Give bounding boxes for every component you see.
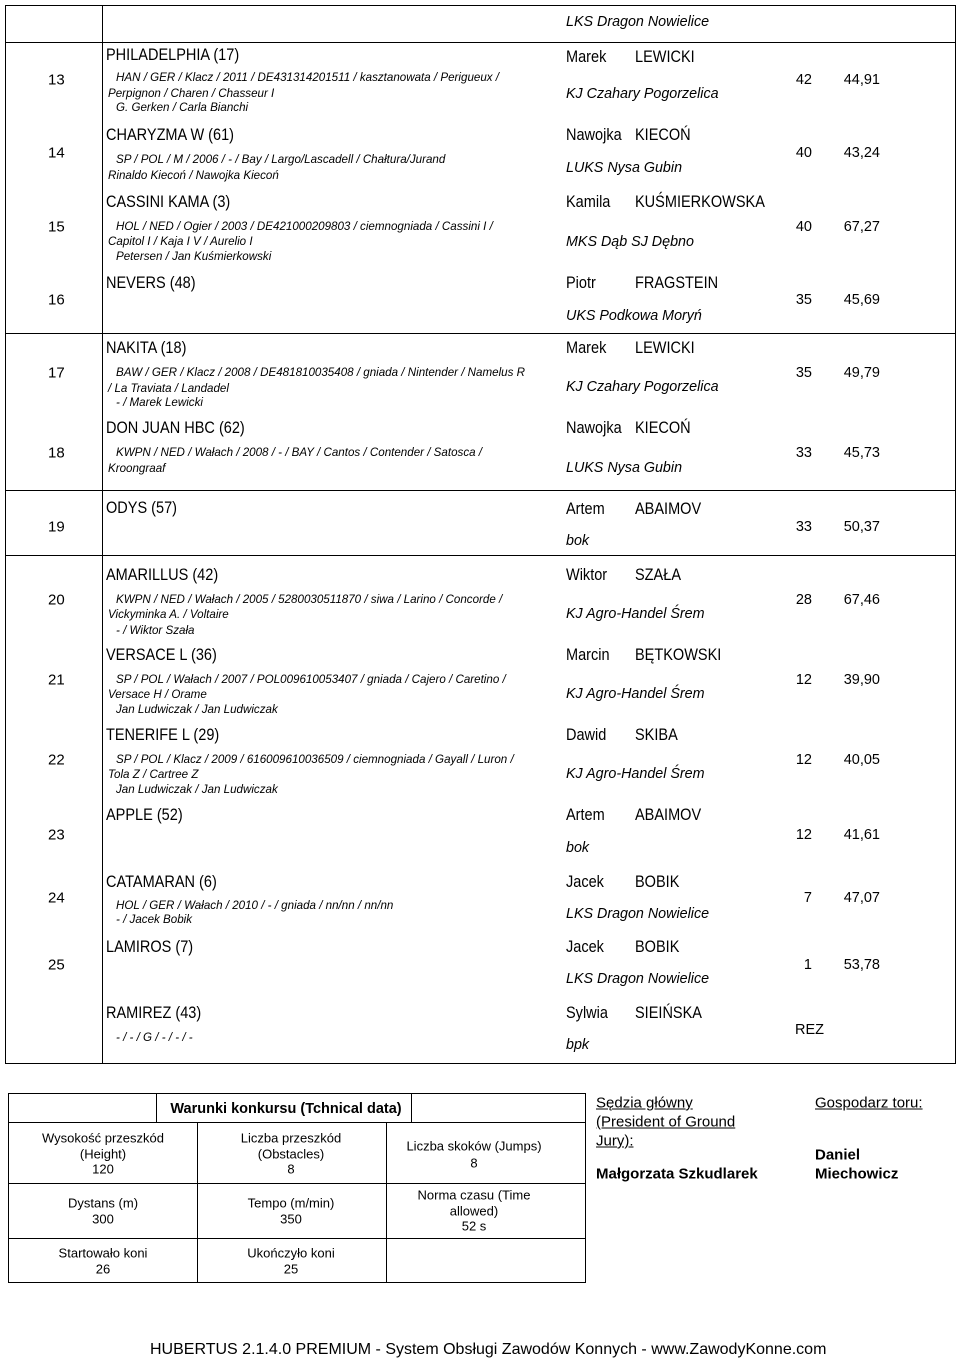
- previous-rider-club: LKS Dragon Nowielice: [566, 13, 710, 30]
- cell-divider: [197, 1122, 198, 1282]
- result-time: 39,90: [843, 671, 880, 688]
- rider-first-name: Dawid: [566, 725, 607, 744]
- rider-club: LUKS Nysa Gubin: [566, 459, 683, 476]
- rider-first-name: Jacek: [566, 937, 604, 956]
- horse-name: VERSACE L (36): [106, 645, 217, 664]
- obstacles-label: Liczba przeszkód: [240, 1130, 342, 1146]
- horse-details-line: / La Traviata / Landadel: [108, 382, 229, 396]
- horse-details-line: SP / POL / Wałach / 2007 / POL009610053407 / gniada / Cajero / Caretino /: [116, 673, 506, 687]
- rider-first-name: Artem: [566, 499, 605, 518]
- entry-number: 15: [48, 218, 65, 236]
- rider-club: LKS Dragon Nowielice: [566, 905, 710, 922]
- course-designer-last-name: Miechowicz: [815, 1165, 899, 1183]
- rider-club: bok: [566, 532, 590, 549]
- entry-number: 23: [48, 826, 65, 844]
- entry-number: 17: [48, 364, 65, 382]
- rider-last-name: SKIBA: [635, 725, 678, 744]
- horse-details-line: Kroongraaf: [108, 462, 166, 476]
- horse-details-line: KWPN / NED / Wałach / 2008 / - / BAY / Cantos / Contender / Satosca /: [116, 446, 483, 460]
- cell-divider: [9, 1122, 585, 1123]
- result-time: 41,61: [843, 826, 880, 843]
- horse-details-line: HAN / GER / Klacz / 2011 / DE431314201511 / kasztanowata / Perigueux /: [116, 71, 500, 85]
- number-column-divider: [102, 5, 103, 1063]
- result-time: 53,78: [843, 956, 880, 973]
- horse-details-line: - / - / G / - / - / -: [116, 1031, 193, 1045]
- footer-software-credit: HUBERTUS 2.1.4.0 PREMIUM - System Obsługi Zawodów Konnych - www.ZawodyKonne.com: [150, 1341, 827, 1358]
- horse-details-line: SP / POL / M / 2006 / - / Bay / Largo/Lascadell / Chałtura/Jurand: [116, 153, 446, 167]
- rider-last-name: BĘTKOWSKI: [635, 645, 722, 664]
- rider-first-name: Jacek: [566, 872, 604, 891]
- rider-club: KJ Agro-Handel Śrem: [566, 765, 705, 782]
- course-designer-label: Gospodarz toru:: [815, 1094, 923, 1112]
- horse-name: PHILADELPHIA (17): [106, 45, 240, 64]
- rider-club: KJ Agro-Handel Śrem: [566, 605, 705, 622]
- horse-details-line: KWPN / NED / Wałach / 2005 / 5280030511870 / siwa / Larino / Concorde /: [116, 593, 503, 607]
- entry-number: 20: [48, 591, 65, 609]
- horse-details-line: BAW / GER / Klacz / 2008 / DE481810035408 / gniada / Nintender / Namelus R: [116, 366, 526, 380]
- horse-details-line: Jan Ludwiczak / Jan Ludwiczak: [116, 703, 278, 717]
- entry-number: 14: [48, 144, 65, 162]
- cell-divider: [156, 1094, 157, 1122]
- time-allowed-label-en: allowed): [449, 1203, 499, 1219]
- row-divider: [5, 555, 955, 556]
- horse-details-line: Vickyminka A. / Voltaire: [108, 608, 229, 622]
- rider-last-name: ABAIMOV: [635, 499, 702, 518]
- time-allowed-label: Norma czasu (Time: [417, 1187, 531, 1203]
- result-time: 45,69: [843, 291, 880, 308]
- horse-details-line: Versace H / Orame: [108, 688, 207, 702]
- rider-last-name: BOBIK: [635, 937, 680, 956]
- result-time: 43,24: [843, 144, 880, 161]
- obstacles-label-en: (Obstacles): [257, 1146, 325, 1162]
- rider-last-name: KIECOŃ: [635, 125, 691, 144]
- rider-club: KJ Czahary Pogorzelica: [566, 85, 719, 102]
- entry-number: 16: [48, 291, 65, 309]
- rider-club: KJ Czahary Pogorzelica: [566, 378, 719, 395]
- horse-details-line: SP / POL / Klacz / 2009 / 616009610036509 / ciemnogniada / Gayall / Luron /: [116, 753, 514, 767]
- result-time: 47,07: [843, 889, 880, 906]
- horse-name: RAMIREZ (43): [106, 1003, 202, 1022]
- horse-name: CASSINI KAMA (3): [106, 192, 231, 211]
- jumps-label: Liczba skoków (Jumps): [406, 1138, 542, 1154]
- horse-details-line: G. Gerken / Carla Bianchi: [116, 101, 249, 115]
- distance-label: Dystans (m): [67, 1195, 139, 1211]
- horse-details-line: - / Jacek Bobik: [116, 913, 193, 927]
- rider-club: bpk: [566, 1036, 590, 1053]
- horse-details-line: Tola Z / Cartree Z: [108, 768, 199, 782]
- result-points: 7: [803, 889, 812, 906]
- rider-last-name: KUŚMIERKOWSKA: [635, 192, 765, 211]
- horse-details-line: Rinaldo Kiecoń / Nawojka Kiecoń: [108, 169, 279, 183]
- time-allowed-value: 52 s: [461, 1218, 487, 1234]
- result-points: 12: [795, 751, 812, 768]
- rider-last-name: KIECOŃ: [635, 418, 691, 437]
- result-points: REZ: [795, 1021, 824, 1038]
- rider-last-name: FRAGSTEIN: [635, 273, 719, 292]
- horse-details-line: Jan Ludwiczak / Jan Ludwiczak: [116, 783, 278, 797]
- horse-name: LAMIROS (7): [106, 937, 194, 956]
- cell-divider: [386, 1122, 387, 1282]
- result-points: 33: [795, 444, 812, 461]
- horse-details-line: Capitol I / Kaja I V / Aurelio I: [108, 235, 253, 249]
- entry-number: 24: [48, 889, 65, 907]
- rider-last-name: LEWICKI: [635, 338, 695, 357]
- rider-first-name: Marek: [566, 47, 607, 66]
- result-time: 45,73: [843, 444, 880, 461]
- horse-name: AMARILLUS (42): [106, 565, 219, 584]
- finished-value: 25: [283, 1261, 299, 1277]
- horse-name: CHARYZMA W (61): [106, 125, 235, 144]
- entry-number: 25: [48, 956, 65, 974]
- jumps-value: 8: [470, 1155, 478, 1171]
- horse-name: DON JUAN HBC (62): [106, 418, 245, 437]
- cell-divider: [9, 1183, 585, 1184]
- entry-number: 22: [48, 751, 65, 769]
- horse-name: CATAMARAN (6): [106, 872, 217, 891]
- result-time: 67,27: [843, 218, 880, 235]
- horse-details-line: Petersen / Jan Kuśmierkowski: [116, 250, 272, 264]
- obstacles-value: 8: [287, 1161, 295, 1177]
- distance-value: 300: [92, 1211, 114, 1227]
- result-points: 28: [795, 591, 812, 608]
- horse-name: TENERIFE L (29): [106, 725, 220, 744]
- horse-name: APPLE (52): [106, 805, 183, 824]
- result-time: 50,37: [843, 518, 880, 535]
- technical-data-table: [8, 1093, 586, 1283]
- rider-last-name: BOBIK: [635, 872, 680, 891]
- result-points: 40: [795, 144, 812, 161]
- rider-club: UKS Podkowa Moryń: [566, 307, 702, 324]
- height-label: Wysokość przeszkód: [42, 1130, 164, 1146]
- rider-first-name: Marek: [566, 338, 607, 357]
- rider-last-name: SIEIŃSKA: [635, 1003, 702, 1022]
- horse-details-line: HOL / GER / Wałach / 2010 / - / gniada / nn/nn / nn/nn: [116, 899, 394, 913]
- result-points: 12: [795, 826, 812, 843]
- tempo-value: 350: [280, 1211, 302, 1227]
- judge-label: Sędzia główny: [596, 1094, 693, 1112]
- horse-details-line: - / Wiktor Szała: [116, 624, 195, 638]
- result-time: 49,79: [843, 364, 880, 381]
- rider-first-name: Wiktor: [566, 565, 608, 584]
- result-time: 40,05: [843, 751, 880, 768]
- judge-label-en: (President of Ground: [596, 1113, 736, 1131]
- result-points: 35: [795, 291, 812, 308]
- result-points: 12: [795, 671, 812, 688]
- cell-divider: [9, 1238, 585, 1239]
- horse-details-line: HOL / NED / Ogier / 2003 / DE421000209803 / ciemnogniada / Cassini I /: [116, 220, 493, 234]
- height-label-en: (Height): [79, 1146, 127, 1162]
- entry-number: 13: [48, 71, 65, 89]
- technical-data-title: Warunki konkursu (Tchnical data): [170, 1100, 402, 1117]
- course-designer-first-name: Daniel: [815, 1146, 861, 1164]
- rider-club: LUKS Nysa Gubin: [566, 159, 683, 176]
- row-divider: [5, 490, 955, 491]
- started-label: Startowało koni: [58, 1245, 148, 1261]
- tempo-label: Tempo (m/min): [247, 1195, 335, 1211]
- rider-first-name: Nawojka: [566, 418, 622, 437]
- result-points: 1: [803, 956, 812, 973]
- result-points: 35: [795, 364, 812, 381]
- rider-first-name: Sylwia: [566, 1003, 608, 1022]
- row-divider: [5, 333, 955, 334]
- rider-first-name: Kamila: [566, 192, 611, 211]
- rider-club: bok: [566, 839, 590, 856]
- judge-label-en-cont: Jury):: [596, 1132, 634, 1150]
- rider-club: MKS Dąb SJ Dębno: [566, 233, 694, 250]
- row-divider: [5, 42, 955, 43]
- started-value: 26: [95, 1261, 111, 1277]
- height-value: 120: [92, 1161, 114, 1177]
- rider-last-name: SZAŁA: [635, 565, 682, 584]
- entry-number: 21: [48, 671, 65, 689]
- horse-name: NAKITA (18): [106, 338, 187, 357]
- finished-label: Ukończyło koni: [247, 1245, 335, 1261]
- rider-club: KJ Agro-Handel Śrem: [566, 685, 705, 702]
- horse-details-line: - / Marek Lewicki: [116, 396, 203, 410]
- horse-name: NEVERS (48): [106, 273, 196, 292]
- rider-last-name: ABAIMOV: [635, 805, 702, 824]
- rider-last-name: LEWICKI: [635, 47, 695, 66]
- result-time: 44,91: [843, 71, 880, 88]
- entry-number: 18: [48, 444, 65, 462]
- horse-details-line: Perpignon / Charen / Chasseur I: [108, 87, 275, 101]
- rider-first-name: Piotr: [566, 273, 596, 292]
- result-points: 42: [795, 71, 812, 88]
- rider-first-name: Marcin: [566, 645, 610, 664]
- judge-name: Małgorzata Szkudlarek: [596, 1165, 758, 1183]
- rider-first-name: Nawojka: [566, 125, 622, 144]
- result-time: 67,46: [843, 591, 880, 608]
- result-points: 40: [795, 218, 812, 235]
- horse-name: ODYS (57): [106, 498, 178, 517]
- rider-club: LKS Dragon Nowielice: [566, 970, 710, 987]
- entry-number: 19: [48, 518, 65, 536]
- result-points: 33: [795, 518, 812, 535]
- rider-first-name: Artem: [566, 805, 605, 824]
- cell-divider: [411, 1094, 412, 1122]
